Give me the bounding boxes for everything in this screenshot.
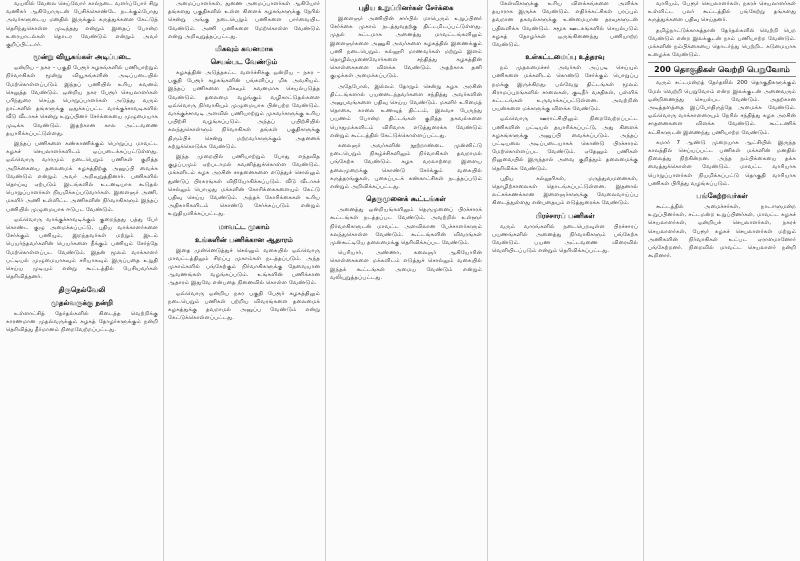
section-heading: தெருமுனைக் கூட்டங்கள் xyxy=(366,195,446,204)
section-heading: பிரச்சாரப் பணிகள் xyxy=(535,211,595,220)
section-heading: பங்கேற்றவர்கள் xyxy=(696,192,748,201)
article-paragraph: வரும் வாரங்களில் நடைபெறவுள்ள பிரச்சாரப் பயணங்களில் அனைத்து நிர்வாகிகளும் பங்கேற்க வேண்டும். பயண அட்டவணை விரைவில் வெளியிடப்படும் என்றும் தெரிவிக்கப்பட்டது. xyxy=(492,223,638,255)
article-paragraph: இந்த முறையில் பணியாற்றும் போது எந்தவித குழப்பமும் ஏற்படாமல் கவனித்துக்கொள்ள வேண்டும். மக்களிடம் கழக அரசின் சாதனைகளை எடுத்துச் சொல்லும் துண்டுப் பிரசுரங்கள் விநியோகிக்கப்படும். வீடு வீடாகச் செல்லும் பொழுது மக்களின் கோரிக்கைகளையும் கேட்டு பதிவு செய்ய வேண்டும். அந்தக் கோரிக்கைகள் உரிய அதிகாரிகளிடம் கொண்டு சேர்க்கப்படும் என்றும் உறுதியளிக்கப்பட்டது. xyxy=(168,154,320,218)
article-paragraph: ஒவ்வொரு ஊராட்சியிலும் நிறைவேற்றப்பட்ட பணிகளின் பட்டியல் தயாரிக்கப்பட்டு, அது கிளைக் கழகங்களுக்கு அனுப்பி வைக்கப்படும். அந்தப் பட்டியலை அடிப்படையாகக் கொண்டு பிரச்சாரம் மேற்கொள்ளப்பட வேண்டும். ஏதேனும் பணிகள் நிலுவையில் இருந்தால் அவை குறித்தும் தலைமைக்கு தெரிவிக்க வேண்டும். xyxy=(492,116,638,172)
column-5 xyxy=(644,0,800,561)
article-paragraph: இந்தப் பணிகளை கண்காணிக்கும் பொறுப்பு மாவட்ட கழகச் செயலாளர்களிடம் ஒப்படைக்கப்பட்டுள்ளது. ஒவ்வொரு வாரமும் நடைபெறும் பணிகள் குறித்த அறிக்கையை தலைமைக் கழகத்திற்கு அனுப்பி வைக்க வேண்டும் என்றும் அவர் அறிவுறுத்தினார். பணிகளில் தொய்வு ஏற்படும் இடங்களில் உடனடியாக கூடுதல் பொறுப்பாளர்கள் நியமிக்கப்படுவார்கள். இளைஞர் அணி, மகளிர் அணி உள்ளிட்ட அணிகளின் நிர்வாகிகளும் இந்தப் பணியில் முழுமையாக ஈடுபட வேண்டும். xyxy=(6,141,158,213)
section-heading: மாவட்ட முகாம் xyxy=(218,222,270,231)
section-heading: புதிய உறுப்பினர்கள் சேர்க்கை xyxy=(358,4,454,12)
article-paragraph: உள்ளாட்சித் தேர்தல்களில் கிடைத்த வெற்றிக்கு காரணமான முதல்வருக்கும் கழகத் தோழர்களுக்கும் நன்றி தெரிவித்து தீர்மானம் நிறைவேற்றப்பட்டது. xyxy=(6,310,158,333)
article-paragraph: அனைத்து ஒன்றியங்களிலும் தெருமுனைப் பிரச்சாரக் கூட்டங்கள் நடத்தப்பட வேண்டும். அவற்றில் உள்ளூர் நிர்வாகிகளுடன் மாவட்ட அளவிலான பேச்சாளர்களும் கலந்துகொள்ள வேண்டும். கூட்டங்களின் விவரங்கள் முன்கூட்டியே தலைமைக்கு தெரிவிக்கப்பட வேண்டும். xyxy=(330,207,482,247)
section-heading: செயல்பட வேண்டும் xyxy=(210,58,278,67)
article-paragraph: அதேபோல், இல்லம் தோறும் சென்று கழக அரசின் திட்டங்களால் பயனடைந்தவர்களை சந்தித்து அவர்களின் அனுபவங்களை பதிவு செய்ய வேண்டும். மகளிர் உரிமைத் தொகை, காலை உணவுத் திட்டம், இலவச பேருந்து பயணம் போன்ற திட்டங்கள் குறித்த தகவல்களை பொதுமக்களிடம் விரிவாக எடுத்துரைக்க வேண்டும் என்றும் கூட்டத்தில் கேட்டுக்கொள்ளப்பட்டது. xyxy=(330,83,482,139)
article-paragraph: கேள்விகளுக்கு உரிய விளக்கங்களை அளிக்க தயாராக இருக்க வேண்டும். எதிர்க்கட்சிகள் பரப்பும் தவறான தகவல்களுக்கு உண்மையான தரவுகளுடன் பதிலளிக்க வேண்டும். சமூக ஊடகங்களில் செயல்படும் கழகத் தோழர்கள் ஒருங்கிணைந்து பணியாற்ற வேண்டும். xyxy=(492,1,638,49)
article-paragraph: வரும் சட்டமன்றத் தேர்தலில் 200 தொகுதிகளுக்கும் மேல் வெற்றி பெறுவோம் என்ற இலக்குடன் அனைவரும் ஒன்றிணைந்து செயல்பட வேண்டும். அதற்கான அடித்தளத்தை இப்போதிருந்தே அமைக்க வேண்டும். ஒவ்வொரு வாக்காளரையும் நேரில் சந்தித்து கழக அரசின் சாதனைகளை விளக்க வேண்டும். கூட்டணிக் கட்சிகளுடன் இணைந்து பணியாற்ற வேண்டும். xyxy=(648,80,796,136)
article-paragraph: நம் முதலமைச்சர் அவர்கள் அப்படி செய்யும் பணிகளை மக்களிடம் கொண்டு சேர்க்கும் பொறுப்பு நமக்கு இருக்கிறது. பல்வேறு திட்டங்கள் மூலம் கிராமப்புறங்களில் சாலைகள், குடிநீர் வசதிகள், பள்ளிக் கட்டடங்கள் உருவாக்கப்பட்டுள்ளன. அவற்றின் பயன்களை மக்களுக்கு விளக்க வேண்டும். xyxy=(492,65,638,113)
article-paragraph: வாரியம், பேரூர் செயலாளர்கள், நகரச் செயலாளர்கள் உள்ளிட்ட பலர் கூட்டத்தில் பங்கேற்று தங்களது கருத்துக்களை பதிவு செய்தனர். xyxy=(648,1,796,24)
section-heading: மிகவும் கவனமாக xyxy=(215,45,273,54)
article-paragraph: தமிழ்நாட்டுக்காகத்தான் தேர்தல்களில் வெற்றி பெற வேண்டும் என்ற இலக்குடன் நாம் பணியாற்ற வேண்டும். மக்களின் நம்பிக்கையை தொடர்ந்து பெற்றிட கடுமையாக உழைக்க வேண்டும். xyxy=(648,27,796,59)
article-paragraph: புதிய கல்லூரிகள், மருத்துவமனைகள், தொழிற்சாலைகள் தொடங்கப்பட்டுள்ளன. இதனால் லட்சக்கணக்கான இளைஞர்களுக்கு வேலைவாய்ப்பு கிடைத்துள்ளது என்பதையும் எடுத்துரைக்க வேண்டும். xyxy=(492,175,638,207)
article-paragraph: ஒவ்வொரு வாக்குச்சாவடிக்கும் குறைந்தது பத்து பேர் கொண்ட குழு அமைக்கப்பட்டு, புதிய வாக்காளர்களை சேர்க்கும் பணியும், இறந்தவர்கள் மற்றும் இடம் பெயர்ந்தவர்களின் பெயர்களை நீக்கும் பணியும் சேர்ந்தே மேற்கொள்ளப்பட வேண்டும். இதன் மூலம் வாக்காளர் பட்டியல் முழுமையாகவும் சரியாகவும் இருப்பதை உறுதி செய்ய முடியும் என்று கூட்டத்தில் பேசியவர்கள் தெரிவித்தனர். xyxy=(6,216,158,281)
column-2 xyxy=(164,0,324,561)
article-paragraph: ஒவ்வொரு ஒன்றிய நகர பகுதி பேரூர் கழகத்திலும் நடைபெறும் பணிகள் பற்றிய விவரங்களை தலைமைக் கழகத்துக்கு தவறாமல் அனுப்ப வேண்டும் என்று கேட்டுக்கொள்ளப்பட்டது. xyxy=(168,290,320,322)
article-paragraph: கலைஞர் அவர்களின் நூற்றாண்டை முன்னிட்டு நடைபெறும் நிகழ்ச்சிகளிலும் நிர்வாகிகள் தவறாமல் பங்கேற்க வேண்டும். கழக வரலாற்றை இளைய தலைமுறைக்கு கொண்டு சேர்க்கும் வகையில் கருத்தரங்குகள், புகைப்படக் கண்காட்சிகள் நடத்தப்படும் என்றும் அறிவிக்கப்பட்டது. xyxy=(330,143,482,191)
section-heading: மூன்று வியூகங்கள் அடிப்படை xyxy=(33,53,131,62)
article-paragraph: ஒன்றிய – நகர – பகுதி பேரூர் கழகங்களில் பணியாற்றும் நிர்வாகிகள் மூன்று வியூகங்களின் அடிப்படையில் மேற்கொள்ளப்படும் இந்தப் பணியில் உரிய கவனம் செலுத்த வேண்டும். ஒன்றிய நகர பேரூர் செயலாளர்கள் பரிந்துரை செய்த பொறுப்பாளர்கள் அடுத்து வரும் நாட்களில் தங்களுக்கு ஒதுக்கப்பட்ட வாக்குச்சாவடிகளில் வீடு வீடாகச் சென்று உறுப்பினர் சேர்க்கையை முழுமையாக முடிக்க வேண்டும். இதற்கான கால அட்டவணை தயாரிக்கப்பட்டுள்ளது. xyxy=(6,65,158,137)
section-heading: உங்களின் பணிக்கான ஆதாரம் xyxy=(195,235,293,244)
article-paragraph: வயலில் வேலை செய்வோர் கால்நடை வளர்ப்போர் சிறு வணிகர் ஆகியோருடன் பேசிக்கொண்டே நடக்கும்போது அவர்களுடைய மனதில் இருக்கும் கருத்துக்களை கேட்டுத் தெரிந்துகொள்ள முடிந்தது என்றும் இதைப் போன்ற உரையாடல்கள் தொடர வேண்டும் என்றும் அவர் குறிப்பிட்டார். xyxy=(6,1,158,49)
article-paragraph: இளைஞர் அணியின் சார்பில் மாபெரும் உறுப்பினர் சேர்க்கை முகாம் நடத்துவதற்கு திட்டமிடப்பட்டுள்ளது. முதல் கட்டமாக அனைத்து மாவட்டங்களிலும் இளைஞர்களை அணுகி அவர்களை கழகத்தில் இணைக்கும் பணி நடைபெறும். கல்லூரி மாணவர்கள் மற்றும் இளம் தொழில்முனைவோர்களை சந்தித்து கழகத்தின் கொள்கைகளை விளக்க வேண்டும். அதற்காக தனி குழுக்கள் அமைக்கப்படும். xyxy=(330,16,482,80)
section-heading: உள்கட்டமைப்பு உத்தரவு xyxy=(525,53,605,62)
column-3 xyxy=(326,0,486,561)
column-1 xyxy=(2,0,162,561)
section-heading: முதல்வருக்கு நன்றி xyxy=(51,298,113,307)
column-4 xyxy=(488,0,642,561)
article-paragraph: இதை முன்னெடுத்துச் செல்லும் வகையில் ஒவ்வொரு மாவட்டத்திலும் சிறப்பு முகாம்கள் நடத்தப்படும். அந்த முகாம்களில் பங்கேற்கும் நிர்வாகிகளுக்கு தேவையான ஆவணங்கள் வழங்கப்படும். உங்களின் பணிக்கான ஆதாரம் இதுவே என்பதை நினைவில் கொள்ள வேண்டும். xyxy=(168,247,320,287)
section-heading: 200 தொகுதிகள் வெற்றி பெறுவோம் xyxy=(648,62,796,77)
article-paragraph: பெரியார், அண்ணா, கலைஞர் ஆகியோரின் கொள்கைகளை மக்களிடம் எடுத்துச் சொல்லும் வகையில் இந்தக் கூட்டங்கள் அமைய வேண்டும் என்றும் வலியுறுத்தப்பட்டது. xyxy=(330,250,482,281)
section-heading: திருநெல்வேலி xyxy=(58,285,106,294)
article-paragraph: அமைப்பாளர்கள், துணை அமைப்பாளர்கள் ஆகியோர் தங்களது பகுதிகளில் உள்ள கிளைக் கழகங்களுக்கு நேரில் சென்று அங்கு நடைபெறும் பணிகளை பார்வையிட வேண்டும். அணி பணிகளை மேற்கொள்ள வேண்டும் என்று அறிவுறுத்தப்பட்டது. xyxy=(168,1,320,40)
article-paragraph: சுமார் 7 ஆண்டு முறையாக ஆட்சியில் இருந்த காலத்தில் செய்யப்பட்ட பணிகள் மக்களின் மனதில் நிலைத்து நிற்கின்றன. அந்த நம்பிக்கையை தக்க வைத்துக்கொள்ள வேண்டும். மாவட்ட வாரியாக பொறுப்பாளர்கள் நியமிக்கப்பட்டு தொகுதி வாரியாக பணிகள் பிரித்து வழங்கப்படும். xyxy=(648,139,796,187)
article-paragraph: கூட்டத்தில் அமைச்சர்கள், நாடாளுமன்ற உறுப்பினர்கள், சட்டமன்ற உறுப்பினர்கள், மாவட்ட கழகச் செயலாளர்கள், ஒன்றியச் செயலாளர்கள், நகரச் செயலாளர்கள், பேரூர் கழகச் செயலாளர்கள் மற்றும் அணிகளின் நிர்வாகிகள் உட்பட ஏராளமானோர் பங்கேற்றனர். நிறைவில் மாவட்ட செயலாளர் நன்றி கூறினார். xyxy=(648,204,796,260)
article-paragraph: கழகத்தின் அடுத்தகட்ட வளர்ச்சிக்கு ஒன்றிய – நகர – பகுதி பேரூர் கழகங்களின் பங்களிப்பு மிக அவசியம். இந்தப் பணிகளை மிகவும் கவனமாக செயல்படுத்த வேண்டும். தலைமை வழங்கும் வழிகாட்டுதல்களை ஒவ்வொரு நிர்வாகியும் முழுமையாக பின்பற்ற வேண்டும். வாக்குச்சாவடி அளவில் பணியாற்றும் முகவர்களுக்கு உரிய பயிற்சி வழங்கப்படும். அந்தப் பயிற்சியில் கலந்துகொள்ளும் நிர்வாகிகள் தங்கள் பகுதிகளுக்கு திரும்பிச் சென்று மற்றவர்களுக்கும் அதனைக் கற்றுக்கொடுக்க வேண்டும். xyxy=(168,70,320,150)
